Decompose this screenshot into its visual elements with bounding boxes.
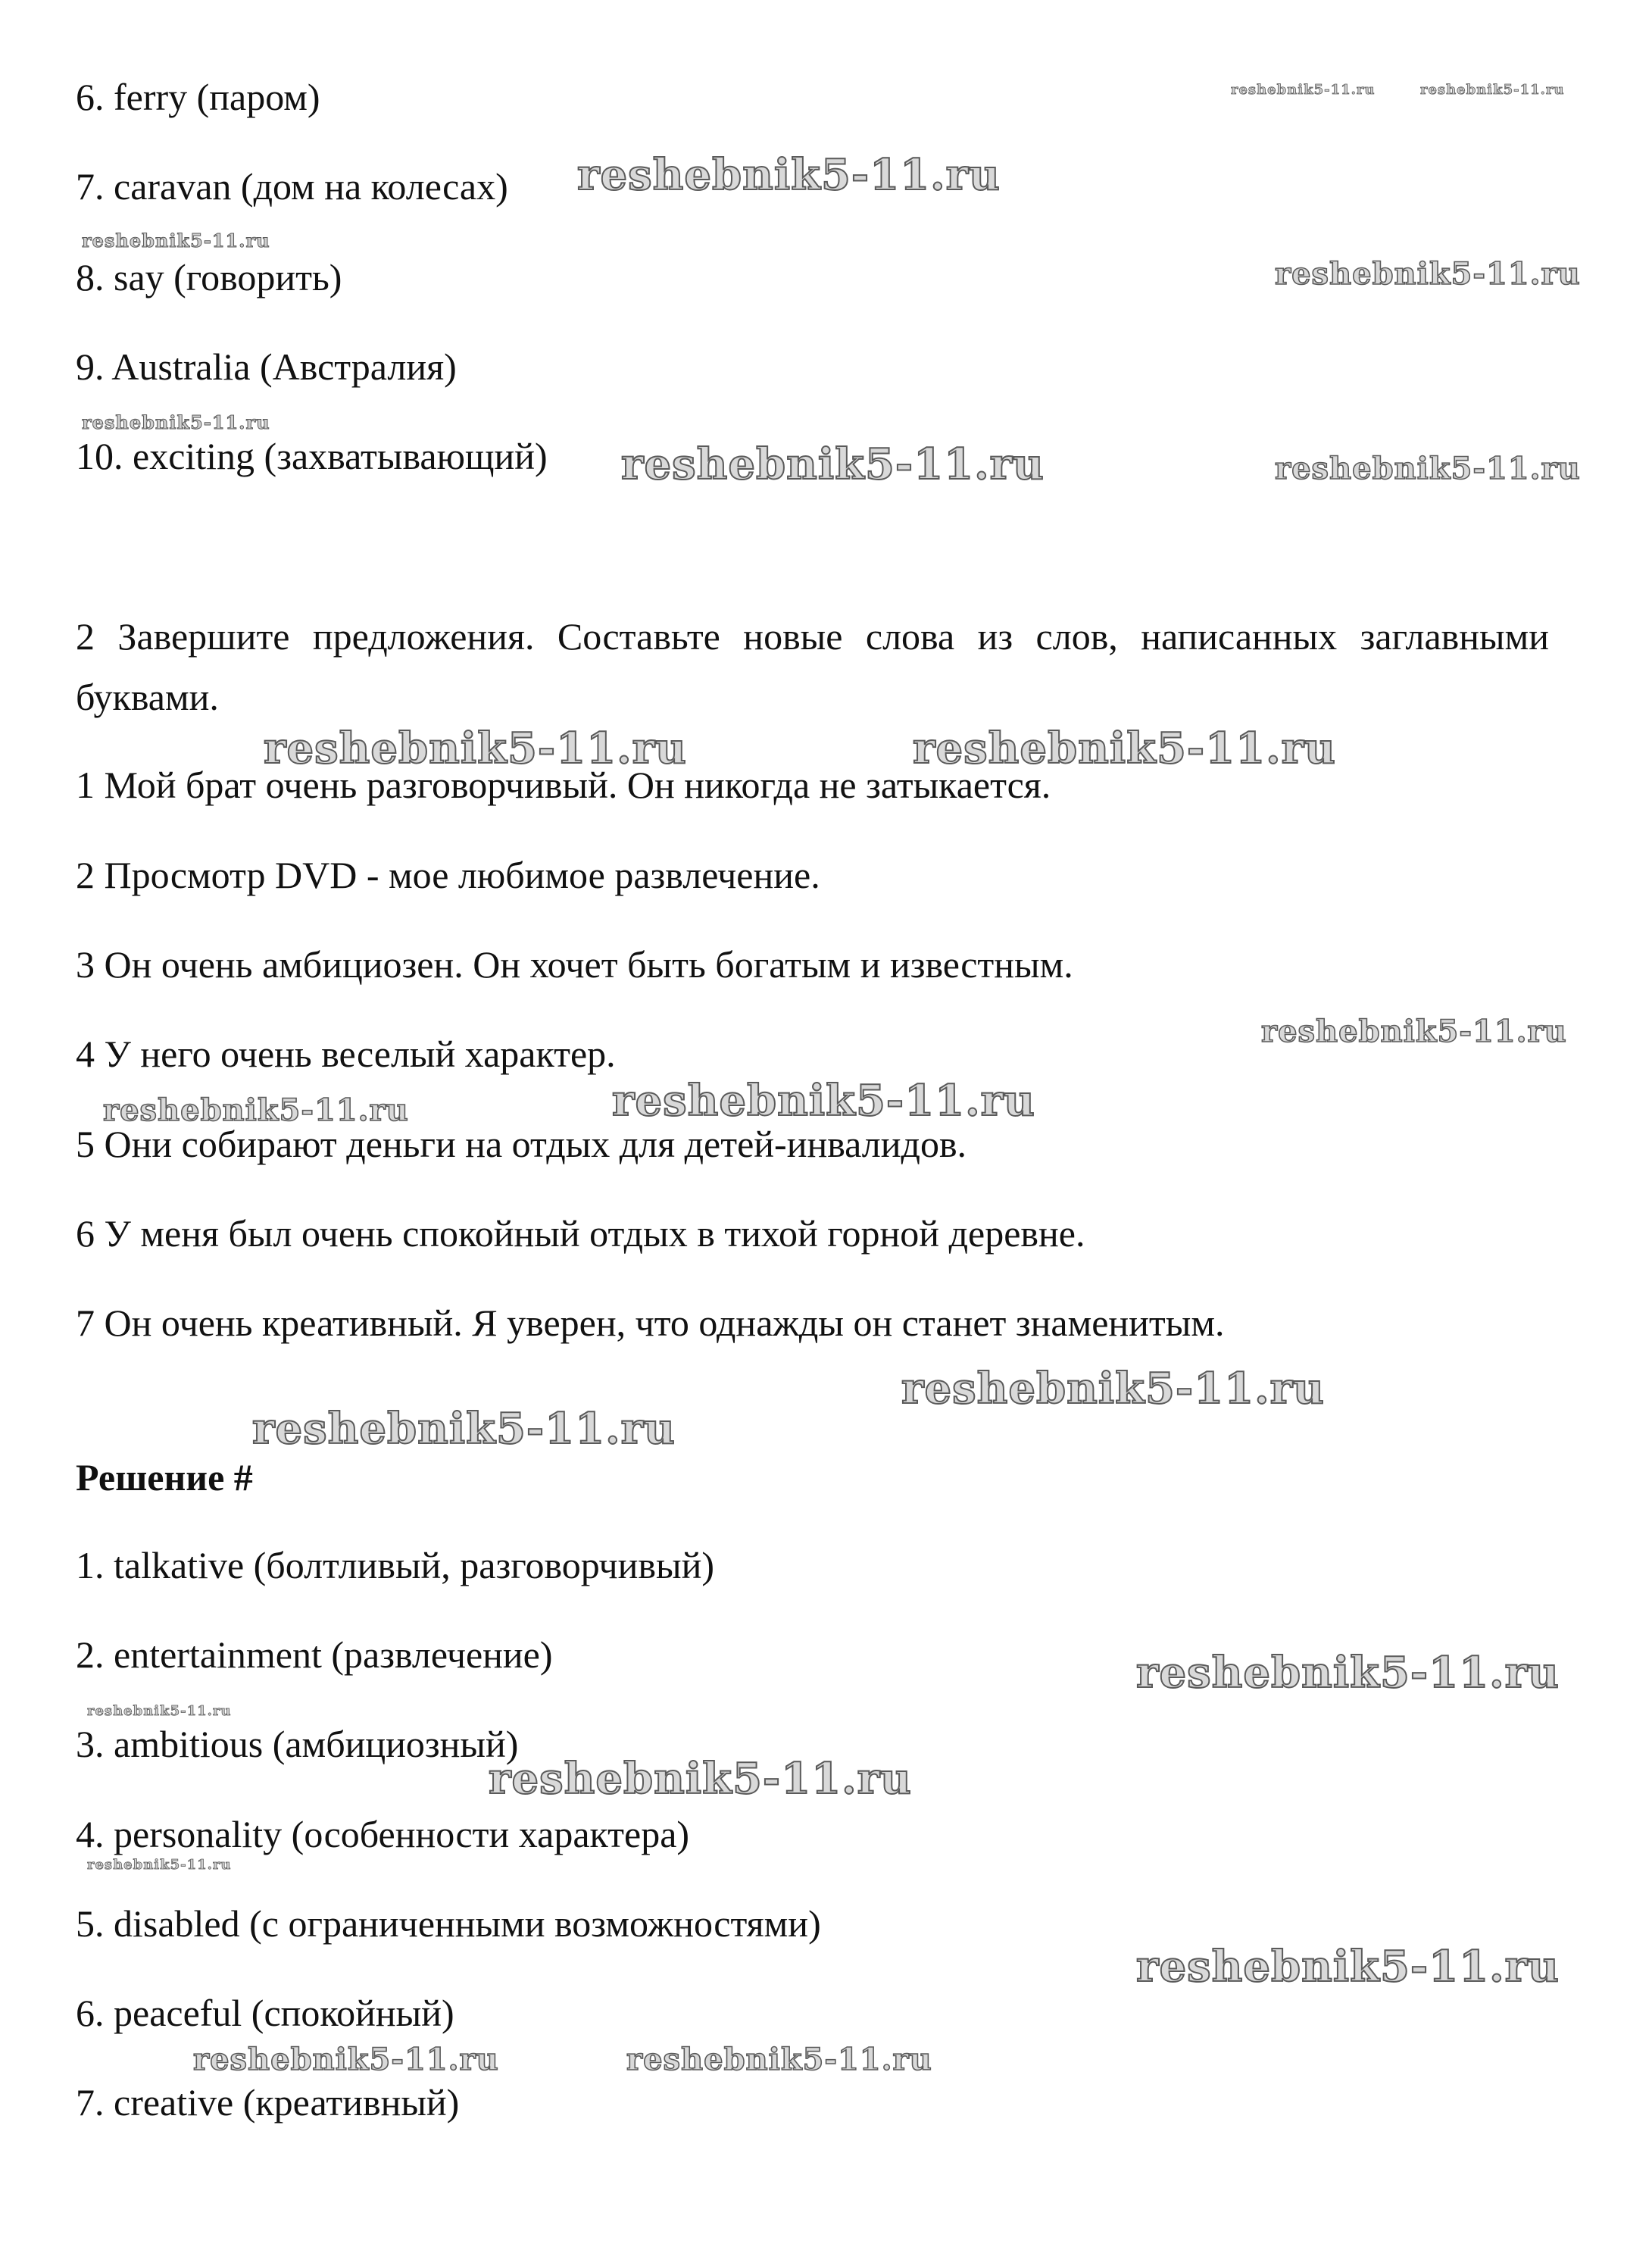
watermark: reshebnik5-11.ru — [252, 1404, 676, 1454]
watermark: reshebnik5-11.ru — [87, 1703, 232, 1719]
task-sentence: 4 У него очень веселый характер. — [76, 1033, 616, 1075]
answer-item: 6. peaceful (спокойный) — [76, 1992, 454, 2034]
task-sentence: 1 Мой брат очень разговорчивый. Он никогда не затыкается. — [76, 764, 1051, 806]
watermark: reshebnik5-11.ru — [264, 723, 687, 773]
watermark: reshebnik5-11.ru — [612, 1076, 1035, 1126]
watermark: reshebnik5-11.ru — [82, 230, 270, 252]
answer-item: 5. disabled (с ограниченными возможностями) — [76, 1902, 821, 1945]
task-instruction: 2 Завершите предложения. Составьте новые слова из слов, написанных заглавными буквами. — [76, 615, 1549, 718]
watermark: reshebnik5-11.ru — [87, 1857, 232, 1873]
watermark: reshebnik5-11.ru — [1261, 1014, 1567, 1049]
watermark: reshebnik5-11.ru — [1136, 1648, 1560, 1698]
watermark: reshebnik5-11.ru — [913, 723, 1336, 773]
vocab-item: 10. exciting (захватывающий) — [76, 435, 548, 477]
task-sentence: 2 Просмотр DVD - мое любимое развлечение. — [76, 854, 820, 896]
watermark: reshebnik5-11.ru — [1136, 1942, 1560, 1992]
vocab-item: 7. caravan (дом на колесах) — [76, 165, 508, 208]
watermark: reshebnik5-11.ru — [1420, 82, 1565, 98]
answer-item: 7. creative (креативный) — [76, 2081, 460, 2124]
task-sentence: 5 Они собирают деньги на отдых для детей-инвалидов. — [76, 1123, 967, 1165]
task-sentence: 6 У меня был очень спокойный отдых в тихой горной деревне. — [76, 1212, 1085, 1255]
vocab-item: 8. say (говорить) — [76, 256, 342, 298]
watermark: reshebnik5-11.ru — [1275, 451, 1581, 486]
watermark: reshebnik5-11.ru — [1275, 256, 1581, 292]
watermark: reshebnik5-11.ru — [103, 1092, 409, 1128]
watermark: reshebnik5-11.ru — [1231, 82, 1376, 98]
answer-item: 3. ambitious (амбициозный) — [76, 1723, 519, 1765]
watermark: reshebnik5-11.ru — [82, 411, 270, 433]
watermark: reshebnik5-11.ru — [621, 439, 1045, 489]
answer-item: 1. talkative (болтливый, разговорчивый) — [76, 1544, 715, 1586]
watermark: reshebnik5-11.ru — [193, 2042, 499, 2077]
solution-heading: Решение # — [76, 1456, 253, 1499]
answer-item: 4. personality (особенности характера) — [76, 1813, 690, 1855]
vocab-item: 6. ferry (паром) — [76, 76, 320, 118]
watermark: reshebnik5-11.ru — [901, 1364, 1325, 1414]
vocab-item: 9. Australia (Австралия) — [76, 345, 457, 388]
task-sentence: 7 Он очень креативный. Я уверен, что однажды он станет знаменитым. — [76, 1302, 1225, 1344]
task-sentence: 3 Он очень амбициозен. Он хочет быть богатым и известным. — [76, 943, 1073, 986]
answer-item: 2. entertainment (развлечение) — [76, 1633, 553, 1676]
watermark: reshebnik5-11.ru — [577, 150, 1001, 200]
watermark: reshebnik5-11.ru — [626, 2042, 932, 2077]
watermark: reshebnik5-11.ru — [489, 1754, 912, 1804]
